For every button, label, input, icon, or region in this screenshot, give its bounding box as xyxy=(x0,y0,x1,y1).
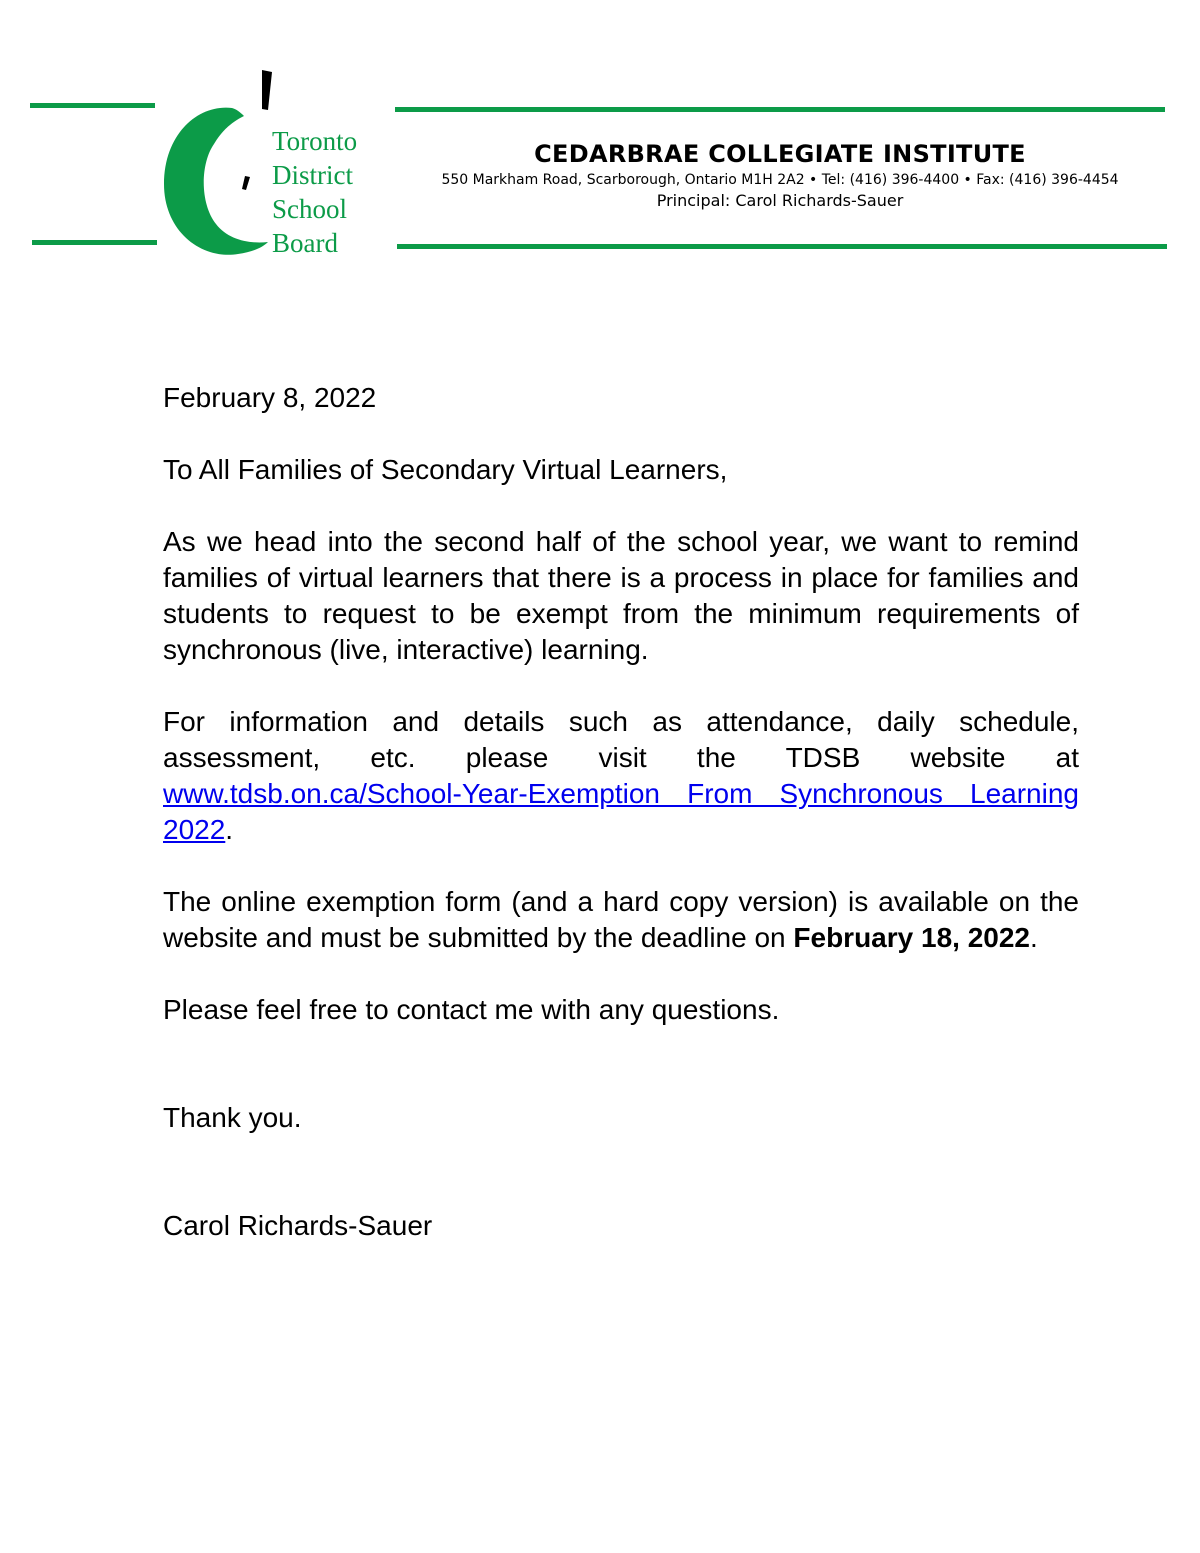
header-rule-left-bottom xyxy=(32,240,157,245)
school-name: CEDARBRAE COLLEGIATE INSTITUTE xyxy=(534,140,1026,168)
letter-greeting: To All Families of Secondary Virtual Learners, xyxy=(163,454,728,485)
board-name-line-3: School xyxy=(272,194,348,224)
letter-closing: Thank you. xyxy=(163,1102,302,1133)
board-name-line-4: Board xyxy=(272,228,338,258)
paragraph-contact: Please feel free to contact me with any questions. xyxy=(163,994,780,1025)
tdsb-exemption-link[interactable]: www.tdsb.on.ca/School-Year-Exemption From Synchronous Learning 2022 xyxy=(163,778,1079,845)
letter-date: February 8, 2022 xyxy=(163,382,377,413)
paragraph-exemption-process: As we head into the second half of the school year, we want to remind families of virtual learners that there is a process in place for families and students to request to be exempt from the minimum requirements of synchronous (live, interactive) learning. xyxy=(163,526,1079,665)
letter-signature: Carol Richards-Sauer xyxy=(163,1210,433,1241)
paragraph-website-info xyxy=(163,704,1079,848)
school-principal: Principal: Carol Richards-Sauer xyxy=(656,191,904,210)
board-name-line-2: District xyxy=(272,160,353,190)
paragraph-deadline-text: The online exemption form (and a hard copy version) is available on the website and must be submitted by the deadline on xyxy=(163,886,1079,953)
header-rule-left-top xyxy=(30,103,155,108)
school-info xyxy=(400,138,1160,210)
header-rule-right-bottom xyxy=(397,244,1167,249)
header-rule-right-top xyxy=(395,107,1165,112)
deadline-date: February 18, 2022 xyxy=(793,922,1030,953)
school-address: 550 Markham Road, Scarborough, Ontario M1H 2A2 • Tel: (416) 396-4400 • Fax: (416) 396-4454 xyxy=(441,172,1119,188)
board-name-line-1: Toronto xyxy=(272,126,358,156)
tdsb-logo xyxy=(158,64,388,264)
apple-logo-icon xyxy=(158,64,278,264)
board-name xyxy=(272,124,388,260)
letter-body xyxy=(163,380,1079,1244)
paragraph-website-text: For information and details such as attendance, daily schedule, assessment, etc. please visit the TDSB website at xyxy=(163,706,1079,773)
paragraph-website-end: . xyxy=(225,814,234,845)
paragraph-deadline xyxy=(163,884,1079,956)
paragraph-deadline-end: . xyxy=(1030,922,1038,953)
